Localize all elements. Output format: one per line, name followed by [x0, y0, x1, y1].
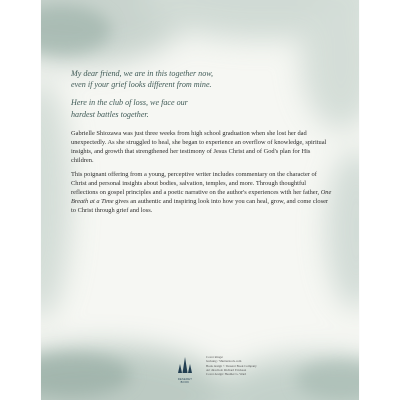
description-paragraph-2	[71, 171, 333, 216]
publisher-logo	[174, 357, 196, 384]
cover-credits	[206, 355, 296, 376]
book-title: One Breath at a Time	[71, 189, 332, 206]
credit-line: Art direction: Richard Erickson	[206, 367, 247, 372]
quote-line: hardest battles together.	[71, 109, 149, 119]
publisher-name: BOOK	[180, 381, 190, 384]
second-quote	[71, 97, 333, 119]
quote-line: Here in the club of loss, we face our	[71, 98, 188, 108]
quote-line: even if your grief looks different from mine.	[71, 80, 212, 90]
description-paragraph-1: Gabrielle Shiozawa was just three weeks from high school graduation when she lost her dad unexpectedly. As she struggled to heal, she began to experience an overflow of knowledge, spiritual insights, and growth that strengthened her testimony of Jesus Christ and of God's plan for His children.	[71, 129, 327, 164]
cover-text	[71, 68, 333, 222]
quote-line: My dear friend, we are in this together now,	[71, 69, 214, 78]
credit-line: Book design © Deseret Book Company	[206, 363, 257, 368]
publisher-name: DESERET	[177, 378, 193, 381]
credit-line: Cover design: Heather G. Ward	[206, 372, 247, 377]
book-back-cover	[41, 0, 359, 400]
paragraph-text: This poignant offering from a young, perceptive writer includes commentary on the character of Christ and personal insights about bodies, salvation, temples, and more. Through thoughtful reflections on gospel principles and a poetic narrative on the author's experiences with her father,	[71, 171, 321, 197]
credit-line: borkung / Shutterstock.com	[206, 359, 242, 364]
paragraph-text: gives an authentic and inspiring look into how you can heal, grow, and come closer to Christ through grief and loss.	[71, 198, 329, 215]
opening-quote	[71, 68, 333, 90]
credit-line: Cover image:	[206, 355, 224, 359]
temple-spires-icon	[176, 357, 194, 373]
